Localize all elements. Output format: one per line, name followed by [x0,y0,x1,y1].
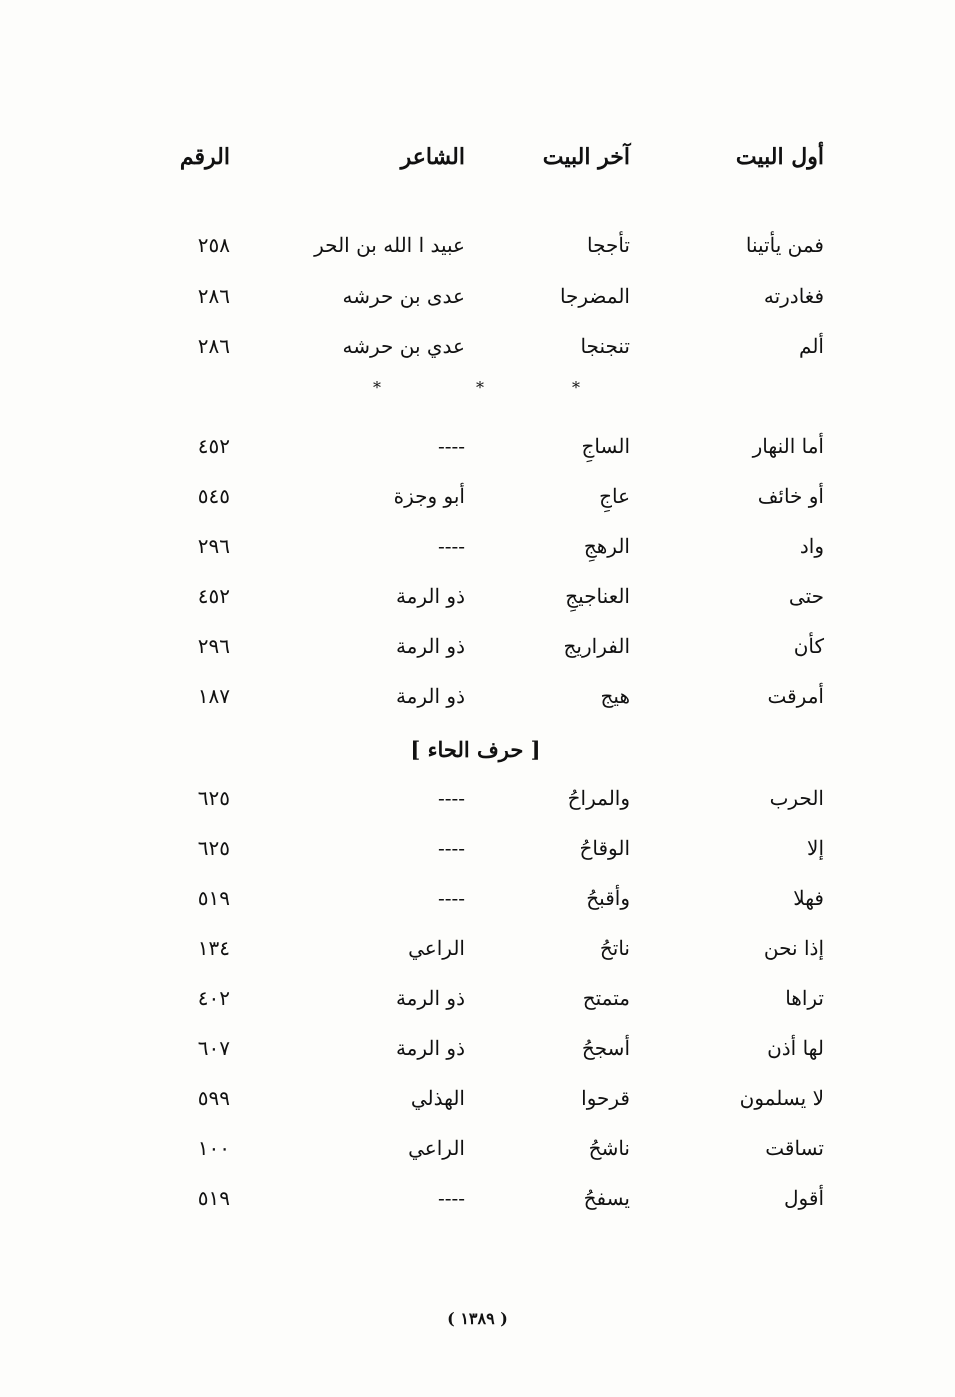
last-verse: الوقاحُ [579,836,630,860]
first-verse: أمرقت [767,684,824,708]
poet: ---- [437,786,465,810]
entry-number: ٢٥٨ [197,233,230,257]
star-separator [0,376,955,400]
first-verse: فهلا [793,886,824,910]
table-row [0,1178,955,1218]
header-last-verse: آخر البيت [542,144,630,170]
entry-number: ٥٩٩ [197,1086,230,1110]
separator-star: * [572,378,580,397]
last-verse: الرهجِ [583,534,630,558]
separator-star: * [476,378,484,397]
table-row [0,1128,955,1168]
table-row [0,626,955,666]
table-row [0,778,955,818]
last-verse: الساجِ [581,434,630,458]
poet: ذو الرمة [395,634,465,658]
poet: ذو الرمة [395,584,465,608]
poet: ذو الرمة [395,1036,465,1060]
page-number: ( ١٣٨٩ ) [447,1309,508,1328]
first-verse: واد [799,534,824,558]
table-row [0,1078,955,1118]
poet: عبيد ا الله بن الحر [314,233,465,257]
first-verse: ألم [799,334,824,358]
last-verse: أسجحُ [581,1036,630,1060]
entry-number: ١٠٠ [197,1136,230,1160]
poet: ---- [437,434,465,458]
entry-number: ٢٨٦ [197,284,230,308]
poet: الهذلي [410,1086,465,1110]
poet: عدى بن حرشه [342,284,465,308]
last-verse: تنجنجا [580,334,630,358]
first-verse: أقول [784,1186,824,1210]
last-verse: الفراريج [563,634,630,658]
table-row [0,526,955,566]
entry-number: ٢٨٦ [197,334,230,358]
table-row [0,828,955,868]
first-verse: لها أذن [767,1036,824,1060]
entry-number: ٥٤٥ [197,484,230,508]
poet: ---- [437,836,465,860]
last-verse: تأججا [586,233,630,257]
poet: أبو وجزة [393,484,465,508]
header-number: الرقم [179,144,230,170]
last-verse: والمراحُ [567,786,630,810]
table-row [0,476,955,516]
last-verse: يسفحُ [583,1186,630,1210]
table-row [0,276,955,316]
entry-number: ١٨٧ [197,684,230,708]
entry-number: ٦٠٧ [197,1036,230,1060]
poet: الراعي [408,1136,465,1160]
entry-number: ٤٥٢ [197,584,230,608]
poet: ---- [437,886,465,910]
first-verse: فغادرته [763,284,824,308]
entry-number: ٤٠٢ [197,986,230,1010]
first-verse: أو خائف [757,484,824,508]
table-row [0,576,955,616]
table-row [0,978,955,1018]
first-verse: أما النهار [752,434,824,458]
table-row [0,326,955,366]
entry-number: ٥١٩ [197,1186,230,1210]
table-row [0,426,955,466]
last-verse: المضرجا [559,284,630,308]
first-verse: تساقت [765,1136,824,1160]
last-verse: العناجيجِ [565,584,630,608]
table-row [0,1028,955,1068]
table-row [0,878,955,918]
poet: ---- [437,534,465,558]
entry-number: ٢٩٦ [197,634,230,658]
last-verse: قرحوا [581,1086,630,1110]
entry-number: ٢٩٦ [197,534,230,558]
poet: ذو الرمة [395,986,465,1010]
header-poet: الشاعر [400,144,465,170]
first-verse: كأن [793,634,824,658]
last-verse: عاجِ [599,484,630,508]
header-first-verse: أول البيت [735,144,824,170]
entry-number: ٦٢٥ [197,836,230,860]
entry-number: ٤٥٢ [197,434,230,458]
section-title [0,730,955,770]
section-title-text: [ حرف الحاء ] [410,737,541,762]
poet: ذو الرمة [395,684,465,708]
first-verse: حتى [788,584,824,608]
first-verse: تراها [785,986,824,1010]
table-header [0,137,955,177]
last-verse: هيج [600,684,630,708]
table-row [0,676,955,716]
first-verse: إذا نحن [763,936,824,960]
separator-star: * [373,378,381,397]
first-verse: إلا [807,836,824,860]
poet: عدي بن حرشه [342,334,465,358]
last-verse: وأقبحُ [586,886,630,910]
last-verse: ناتحُ [599,936,630,960]
poet: ---- [437,1186,465,1210]
first-verse: الحرب [769,786,824,810]
first-verse: فمن يأتينا [745,233,824,257]
poet: الراعي [408,936,465,960]
last-verse: ناشحُ [588,1136,630,1160]
entry-number: ٦٢٥ [197,786,230,810]
table-row [0,928,955,968]
last-verse: متمتح [582,986,630,1010]
first-verse: لا يسلمون [739,1086,824,1110]
entry-number: ٥١٩ [197,886,230,910]
entry-number: ١٣٤ [197,936,230,960]
table-row [0,225,955,265]
